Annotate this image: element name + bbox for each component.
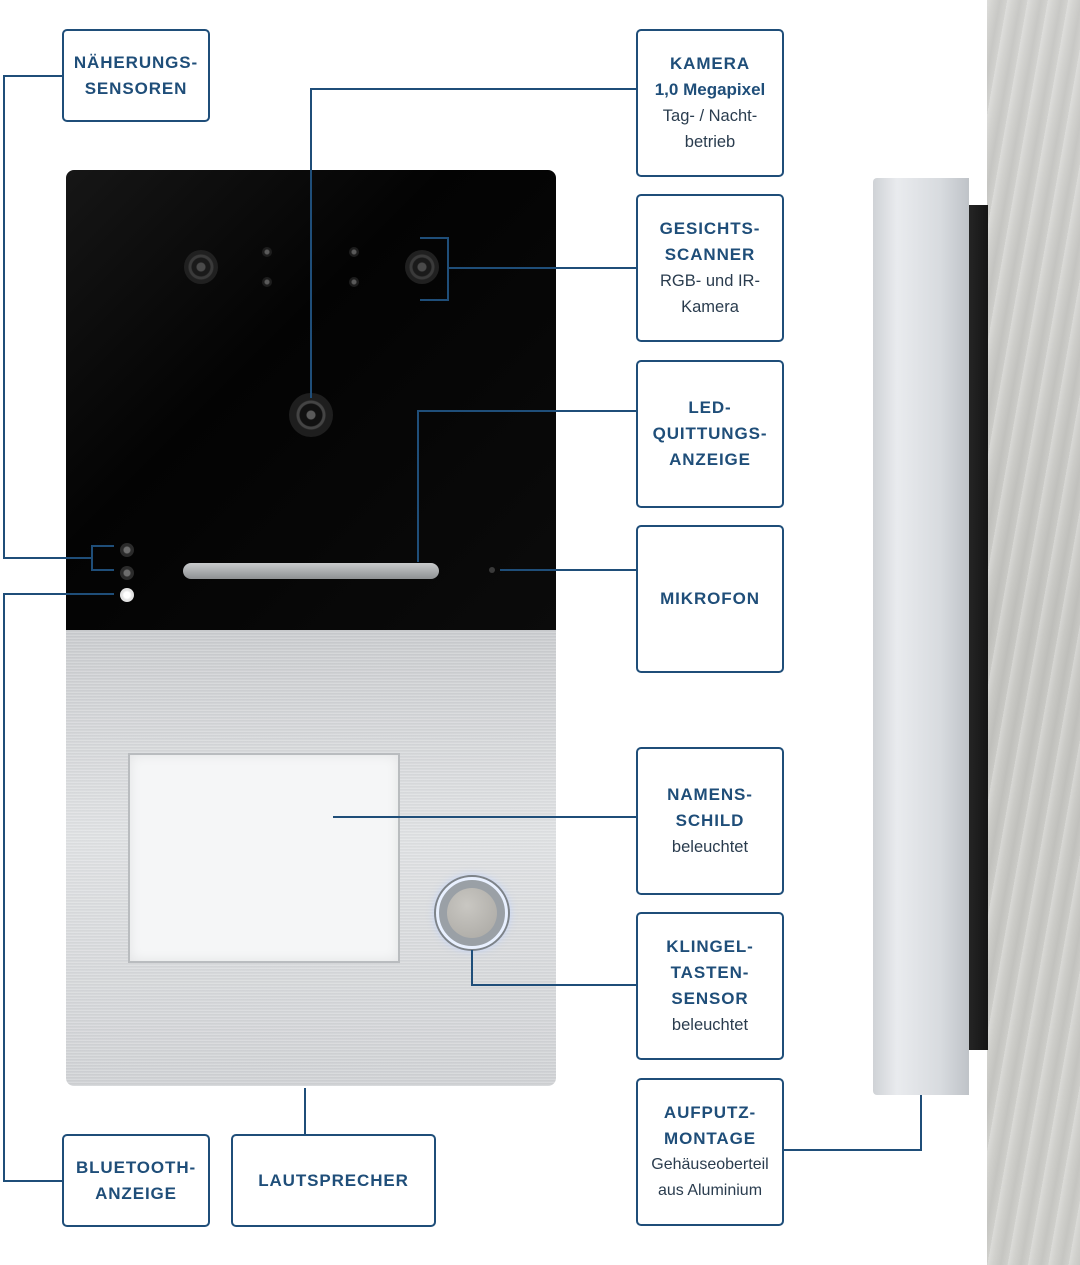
leader-bluetooth (4, 594, 114, 1181)
label-gesichtsscanner (636, 194, 784, 342)
label-subtitle: RGB- und IR- Kamera (660, 272, 760, 316)
label-naeherungssensoren (62, 29, 210, 122)
leader-sensor-bracket (92, 546, 114, 570)
leader-klingeltaste (472, 950, 636, 985)
label-title: NAMENS- SCHILD (667, 785, 753, 830)
label-title: LAUTSPRECHER (258, 1170, 409, 1190)
leader-led (418, 411, 636, 562)
label-title: KLINGEL- TASTEN- SENSOR (666, 937, 754, 1008)
label-title: LED- QUITTUNGS- ANZEIGE (652, 398, 768, 469)
label-subtitle: beleuchtet (671, 1016, 749, 1034)
label-subtitle: Gehäuseoberteil aus Aluminium (651, 1156, 769, 1199)
label-namensschild (636, 747, 784, 895)
label-aufputz (636, 1078, 784, 1226)
leader-aufputz (784, 1095, 921, 1150)
label-mikrofon (636, 525, 784, 673)
label-title: GESICHTS- SCANNER (659, 219, 761, 264)
label-bluetooth (62, 1134, 210, 1227)
label-resolution: 1,0 Megapixel (654, 80, 766, 99)
label-title: KAMERA (669, 54, 750, 73)
label-lautsprecher (231, 1134, 436, 1227)
label-subtitle: Tag- / Nacht- betrieb (662, 107, 758, 151)
label-title: MIKROFON (660, 589, 760, 608)
label-title: NÄHERUNGS- SENSOREN (73, 52, 199, 98)
leader-kamera (311, 89, 636, 398)
label-klingeltaste (636, 912, 784, 1060)
label-kamera (636, 29, 784, 177)
label-subtitle: beleuchtet (671, 838, 749, 856)
leader-gesichtsscanner-bracket (420, 238, 448, 300)
label-led (636, 360, 784, 508)
label-title: AUFPUTZ- MONTAGE (663, 1103, 757, 1148)
leader-naeherungssensoren (4, 76, 92, 558)
label-title: BLUETOOTH- ANZEIGE (75, 1157, 197, 1203)
